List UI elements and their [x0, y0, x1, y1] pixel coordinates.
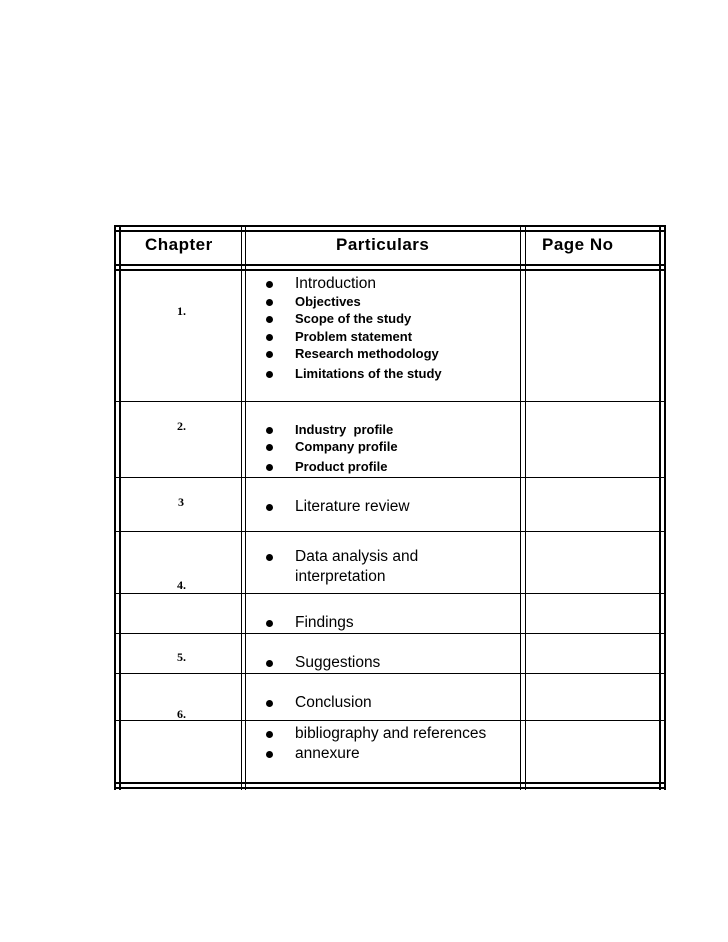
bullet-icon	[266, 504, 273, 511]
bullet-icon	[266, 351, 273, 358]
bullet-icon	[266, 316, 273, 323]
column-divider	[520, 225, 521, 790]
chapter-number: 1.	[177, 304, 186, 318]
header-bottom-border	[114, 264, 666, 266]
header-bottom-border-inner	[114, 269, 666, 271]
table-left-border-inner	[119, 225, 121, 790]
row-divider	[114, 633, 666, 634]
bullet-icon	[266, 620, 273, 627]
row-divider	[114, 720, 666, 721]
bullet-icon	[266, 751, 273, 758]
header-page-no: Page No	[542, 235, 614, 254]
table-right-border	[664, 225, 666, 790]
column-divider-inner	[245, 225, 246, 790]
bullet-icon	[266, 444, 273, 451]
column-divider-inner	[525, 225, 526, 790]
bullet-icon	[266, 427, 273, 434]
bullet-icon	[266, 464, 273, 471]
bullet-icon	[266, 554, 273, 561]
bullet-icon	[266, 334, 273, 341]
chapter-number: 6.	[177, 707, 186, 721]
contents-table: Chapter Particulars Page No 1. 2. 3 4. 5. 6. Introduction Objectives Scope of the study Problem statement Research methodology Limitations of the study Industry profile Company profile Product profile Literature review Data analysis and interpretation Findings Suggestions Conclusion bibliography and references annexure	[114, 225, 666, 790]
table-top-border	[114, 225, 666, 227]
table-right-border-inner	[659, 225, 661, 790]
row-divider	[114, 531, 666, 532]
bullet-icon	[266, 731, 273, 738]
header-chapter: Chapter	[145, 235, 213, 254]
bullet-icon	[266, 299, 273, 306]
bullet-icon	[266, 660, 273, 667]
table-bottom-border	[114, 782, 666, 784]
bullet-icon	[266, 281, 273, 288]
bullet-icon	[266, 371, 273, 378]
chapter-number: 5.	[177, 650, 186, 664]
row-divider	[114, 401, 666, 402]
bullet-icon	[266, 700, 273, 707]
chapter-number: 2.	[177, 419, 186, 433]
table-bottom-border-outer	[114, 787, 666, 789]
chapter-number: 3	[178, 495, 184, 509]
row-divider	[114, 593, 666, 594]
row-divider	[114, 673, 666, 674]
header-particulars: Particulars	[336, 235, 430, 254]
chapter-number: 4.	[177, 578, 186, 592]
row-divider	[114, 477, 666, 478]
table-left-border	[114, 225, 116, 790]
table-top-border-inner	[114, 230, 666, 232]
column-divider	[241, 225, 242, 790]
